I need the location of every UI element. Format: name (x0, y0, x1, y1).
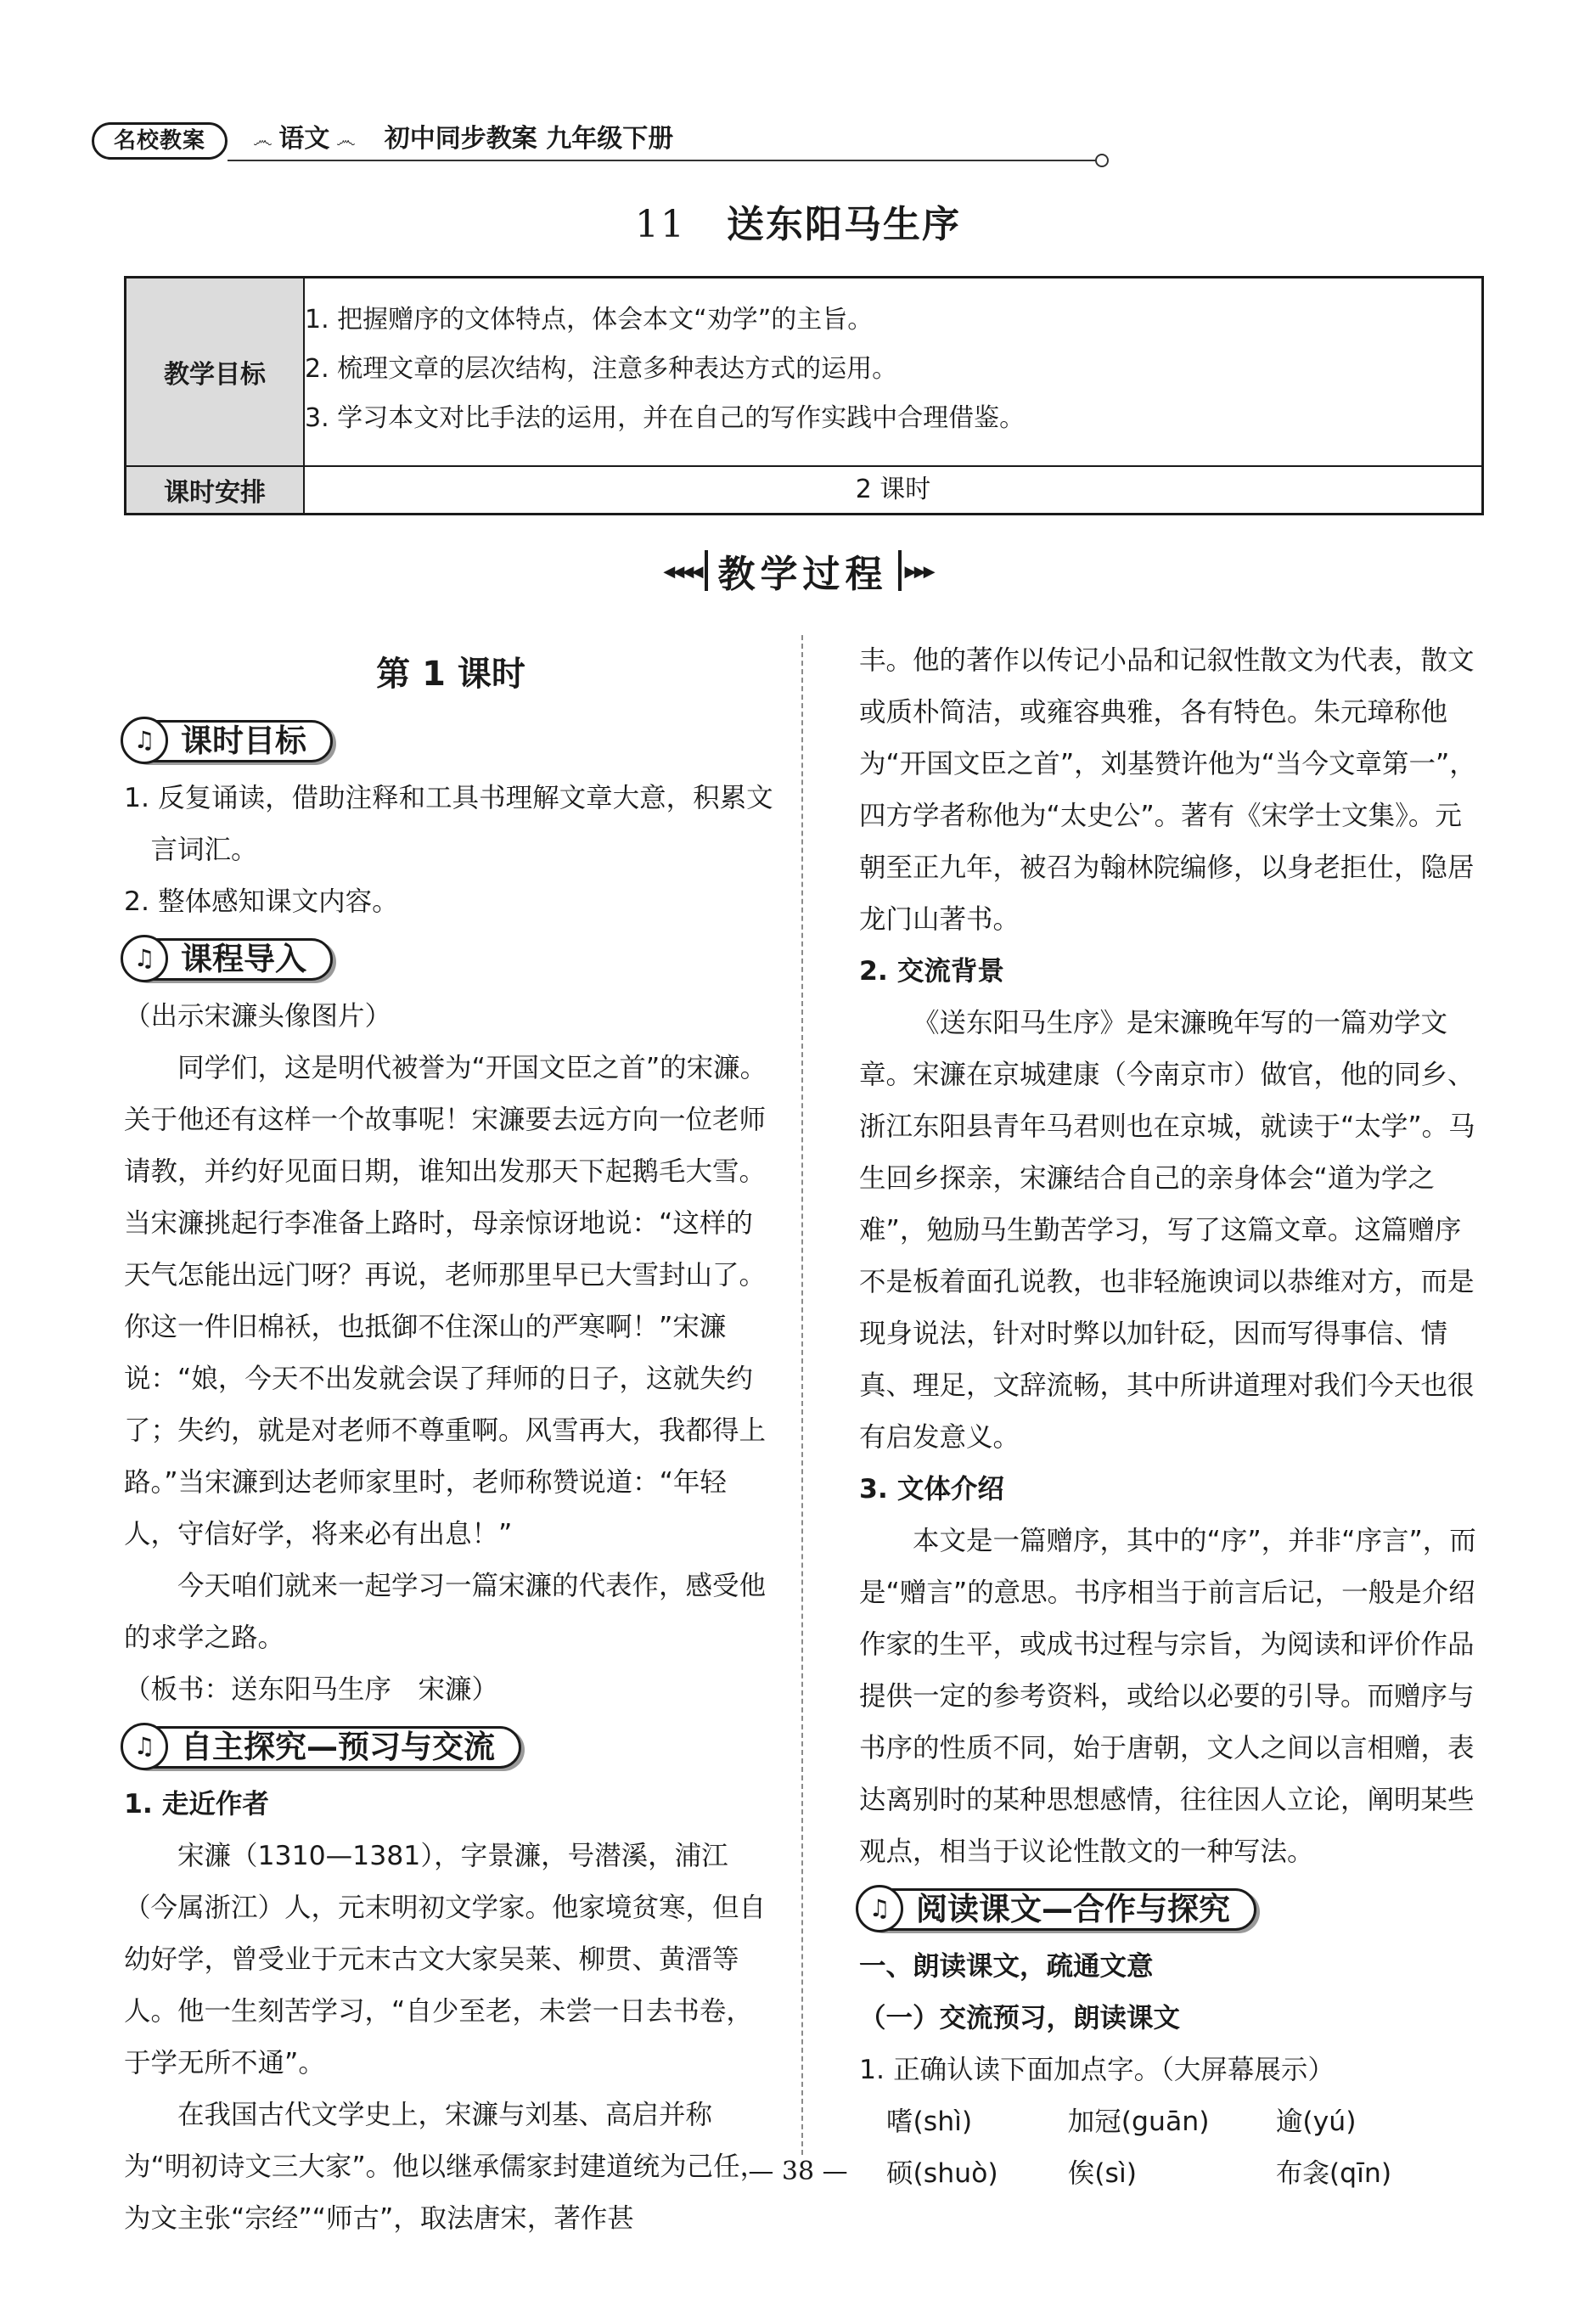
pinyin-entry: 逾(yú) (1275, 2106, 1357, 2137)
swirl-ornament-icon: ෴ (329, 128, 356, 152)
right-column (859, 635, 1484, 2200)
column-divider (801, 635, 803, 2155)
section-pill: 阅读课文—合作与探究 (859, 1888, 1256, 1931)
banner-bar (705, 550, 708, 591)
genre-paragraph: 本文是一篇赠序，其中的“序”，并非“序言”，而是“赠言”的意思。书序相当于前言后记，一般是介绍作家的生平，或成书过程与宗旨，为阅读和评价作品提供一定的参考资料，或给以必要的引导。而赠序与书序的性质不同，始于唐朝，文人之间以言相赠，表达离别时的某种思想感情，往往因人立论，阐明某些观点，相当于议论性散文的一种写法。 (859, 1526, 1476, 1867)
pinyin-entry: 布衾(qīn) (1275, 2158, 1392, 2189)
intro-note: （出示宋濂头像图片） (124, 1001, 392, 1032)
swirl-ornament-icon: ෴ (253, 128, 279, 152)
schedule-value: 2 课时 (855, 475, 931, 504)
goal-item: 2. 梳理文章的层次结构，注意多种表达方式的运用。 (305, 354, 898, 384)
schedule-label: 课时安排 (126, 467, 305, 513)
page-number: — 38 — (748, 2157, 848, 2186)
author-paragraph: 宋濂（1310—1381），字景濂，号潜溪，浦江（今属浙江）人，元末明初文学家。他家境贫寒，但自幼好学，曾受业于元末古文大家吴莱、柳贯、黄溍等人。他一生刻苦学习，“自少至老，未尝一日去书卷，于学无所不通”。 (124, 1841, 767, 2078)
goals-list (305, 295, 1464, 443)
section-header-reading (859, 1885, 1484, 1936)
lesson-period-title: 第 1 课时 (376, 655, 525, 694)
author-paragraph-continued: 丰。他的著作以传记小品和记叙性散文为代表，散文或质朴简洁，或雍容典雅，各有特色。朱元璋称他为“开国文臣之首”，刘基赞许他为“当今文章第一”，四方学者称他为“太史公”。著有《宋学士文集》。元朝至正九年，被召为翰林院编修，以身老拒仕，隐居龙门山著书。 (859, 645, 1476, 935)
reading-item: 1. 正确认读下面加点字。（大屏幕展示） (859, 2055, 1335, 2085)
section-pill: 课时目标 (124, 720, 333, 762)
left-column (124, 635, 778, 2245)
subsection-heading: 3. 文体介绍 (859, 1474, 1004, 1505)
goal-item: 3. 学习本文对比手法的运用，并在自己的写作实践中合理借鉴。 (305, 403, 1026, 433)
intro-paragraph: 今天咱们就来一起学习一篇宋濂的代表作，感受他的求学之路。 (124, 1571, 767, 1653)
lesson-title: 送东阳马生序 (727, 203, 961, 246)
background-paragraph: 《送东阳马生序》是宋濂晚年写的一篇劝学文章。宋濂在京城建康（今南京市）做官，他的同乡、浙江东阳县青年马君则也在京城，就读于“太学”。马生回乡探亲，宋濂结合自己的亲身体会“道为学之难”，勉励马生勤苦学习，写了这篇文章。这篇赠序不是板着面孔说教，也非轻施谀词以恭维对方，而是现身说法，针对时弊以加针砭，因而写得事信、情真、理足，文辞流畅，其中所讲道理对我们今天也很有启发意义。 (859, 1008, 1475, 1453)
subsection-heading: 2. 交流背景 (859, 956, 1004, 987)
objective-item: 1. 反复诵读，借助注释和工具书理解文章大意，积累文言词汇。 (124, 783, 773, 865)
header-series: 初中同步教案 九年级下册 (384, 124, 674, 154)
subsection-heading: （一）交流预习，朗读课文 (859, 2003, 1181, 2033)
section-header-explore (124, 1723, 778, 1774)
bell-icon: ♫ (121, 717, 168, 764)
header-text (253, 122, 673, 157)
lesson-heading (0, 194, 1596, 248)
header-rule (228, 160, 1102, 161)
pinyin-entry: 硕(shuò) (886, 2158, 998, 2189)
pinyin-entry: 加冠(guān) (1067, 2106, 1210, 2137)
bell-icon: ♫ (856, 1885, 903, 1932)
lesson-number: 11 (635, 203, 686, 246)
banner-bar (898, 550, 902, 591)
intro-paragraph: 同学们，这是明代被誉为“开国文臣之首”的宋濂。关于他还有这样一个故事呢！宋濂要去远方向一位老师请教，并约好见面日期，谁知出发那天下起鹅毛大雪。当宋濂挑起行李准备上路时，母亲惊讶地说：“这样的天气怎能出远门呀？再说，老师那里早已大雪封山了。你这一件旧棉袄，也抵御不住深山的严寒啊！”宋濂说：“娘，今天不出发就会误了拜师的日子，这就失约了；失约，就是对老师不尊重啊。风雪再大，我都得上路。”当宋濂到达老师家里时，老师称赞说道：“年轻人，守信好学，将来必有出息！” (124, 1053, 767, 1550)
subsection-heading: 一、朗读课文，疏通文意 (859, 1951, 1154, 1982)
section-banner (0, 543, 1596, 598)
pinyin-row (859, 2096, 1484, 2148)
right-arrows-icon: ▸▸▸ (904, 556, 933, 585)
goal-item: 1. 把握赠序的文体特点，体会本文“劝学”的主旨。 (305, 305, 874, 335)
section-header-objectives (124, 717, 778, 768)
pinyin-entry: 嗜(shì) (886, 2106, 973, 2137)
page-header (92, 119, 1102, 163)
bell-icon: ♫ (121, 1723, 168, 1770)
series-logo: 名校教案 (92, 122, 228, 160)
banner-title: 教学过程 (717, 553, 888, 596)
goals-table (124, 276, 1484, 515)
bell-icon: ♫ (121, 935, 168, 982)
subsection-heading: 1. 走近作者 (124, 1789, 269, 1820)
board-note: （板书：送东阳马生序 宋濂） (124, 1674, 499, 1705)
header-subject: 语文 (278, 124, 330, 154)
section-pill: 自主探究—预习与交流 (124, 1726, 521, 1769)
goals-label: 教学目标 (126, 278, 305, 465)
left-arrows-icon: ◂◂◂◂ (663, 556, 701, 585)
pinyin-entry: 俟(sì) (1067, 2158, 1137, 2189)
author-paragraph: 在我国古代文学史上，宋濂与刘基、高启并称为“明初诗文三大家”。他以继承儒家封建道统为己任，为文主张“宗经”“师古”，取法唐宋，著作甚 (124, 2100, 767, 2234)
section-pill: 课程导入 (124, 938, 333, 981)
objective-item: 2. 整体感知课文内容。 (124, 886, 399, 917)
section-header-intro (124, 935, 778, 986)
header-rule-dot-icon (1095, 154, 1109, 167)
